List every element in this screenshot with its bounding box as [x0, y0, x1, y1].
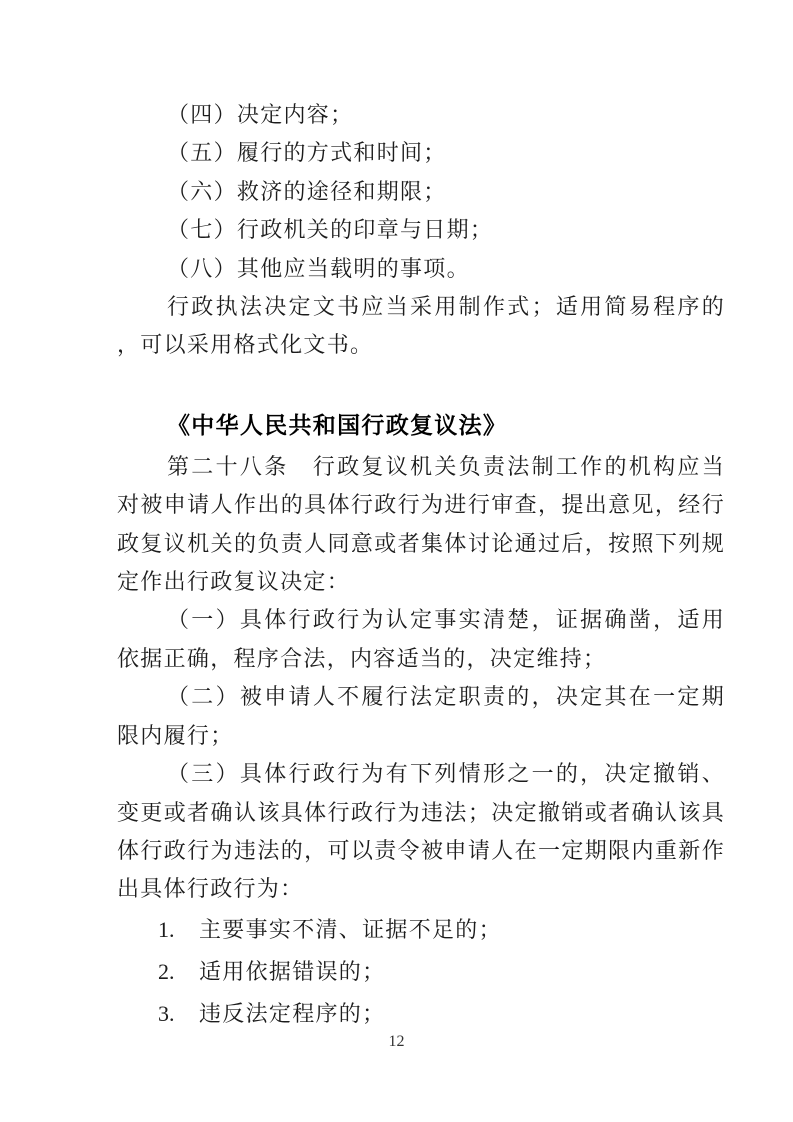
numbered-item-2-text: 适用依据错误的； [199, 958, 386, 984]
numbered-item-3 [117, 993, 725, 1035]
list-item-8: （八）其他应当载明的事项。 [167, 255, 470, 281]
law-title-heading: 《中华人民共和国行政复议法》 [167, 412, 508, 438]
page-number: 12 [388, 1033, 405, 1050]
clause-2-paragraph: （二）被申请人不履行法定职责的，决定其在一定期限内履行； [117, 684, 725, 748]
clause-3-paragraph: （三）具体行政行为有下列情形之一的，决定撤销、变更或者确认该具体行政行为违法；决定撤销或者确认该具体行政行为违法的，可以责令被申请人在一定期限内重新作出具体行政行为： [117, 761, 725, 902]
list-item-7: （七）行政机关的印章与日期； [167, 217, 494, 243]
numbered-item-1-text: 主要事实不清、证据不足的； [199, 916, 502, 942]
list-item-4: （四）决定内容； [167, 102, 354, 127]
numbered-item-3-number: 3. [158, 1000, 175, 1026]
list-item-6: （六）救济的途径和期限； [167, 178, 447, 204]
document-content [117, 96, 725, 1035]
numbered-item-3-text: 违反法定程序的； [199, 1000, 386, 1026]
numbered-item-2 [117, 951, 725, 993]
paragraph-format-requirement: 行政执法决定文书应当采用制作式；适用简易程序的，可以采用格式化文书。 [117, 294, 725, 358]
article-28-paragraph: 第二十八条 行政复议机关负责法制工作的机构应当对被申请人作出的具体行政行为进行审查，提出意见，经行政复议机关的负责人同意或者集体讨论通过后，按照下列规定作出行政复议决定： [117, 453, 725, 595]
numbered-item-1 [117, 909, 725, 951]
numbered-item-2-number: 2. [158, 958, 175, 984]
numbered-item-1-number: 1. [158, 916, 175, 942]
clause-1-paragraph: （一）具体行政行为认定事实清楚，证据确凿，适用依据正确，程序合法，内容适当的，决定维持； [117, 607, 725, 671]
list-item-5: （五）履行的方式和时间； [167, 140, 447, 166]
